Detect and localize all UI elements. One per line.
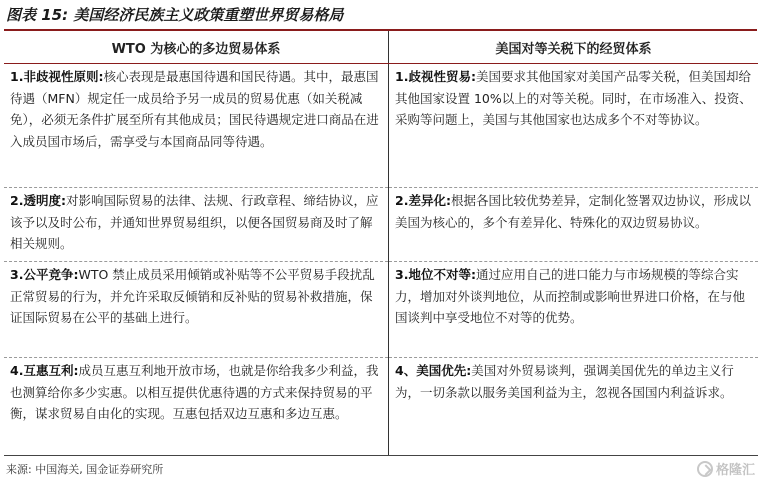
cell-right [389,188,759,262]
cell-label: 2.透明度: [10,193,66,208]
cell-right [389,64,759,188]
table-row [4,358,758,456]
figure-title: 图表 15: 美国经济民族主义政策重塑世界贸易格局 [6,6,344,24]
cell-text: 通过应用自己的进口能力与市场规模的等综合实力，增加对外谈判地位，从而控制或影响世界进口价格，在与他国谈判中享受地位不对等的优势。 [395,267,746,325]
cell-text: 根据各国比较优势差异，定制化签署双边协议，形成以美国为核心的，多个有差异化、特殊化的双边贸易协议。 [395,193,751,230]
cell-left [4,64,389,188]
cell-left [4,358,389,456]
table-row [4,64,758,188]
cell-label: 3.公平竞争: [10,267,79,282]
cell-label: 2.差异化: [395,193,451,208]
table-row [4,262,758,358]
table-header-row [4,31,758,64]
cell-label: 4、美国优先: [395,363,472,378]
watermark-text: 格隆汇 [715,463,755,478]
table-row [4,188,758,262]
cell-label: 4.互惠互利: [10,363,79,378]
comparison-table [4,31,758,456]
header-right: 美国对等关税下的经贸体系 [389,31,759,64]
cell-text: 美国要求其他国家对美国产品零关税，但美国却给其他国家设置 10%以上的对等关税。同时，在市场准入、投资、采购等问题上，美国与其他国家也达成多个不对等协议。 [395,69,752,127]
cell-text: WTO 禁止成员采用倾销或补贴等不公平贸易手段扰乱正常贸易的行为，并允许采取反倾销和反补贴的贸易补救措施，保证国际贸易在公平的基础上进行。 [10,267,375,325]
watermark [697,459,755,478]
cell-text: 成员互惠互利地开放市场，也就是你给我多少利益，我也测算给你多少实惠。以相互提供优惠待遇的方式来保持贸易的平衡，谋求贸易自由化的实现。互惠包括双边互惠和多边互惠。 [10,363,379,421]
cell-left [4,188,389,262]
cell-label: 1.非歧视性原则: [10,69,104,84]
header-left: WTO 为核心的多边贸易体系 [4,31,389,64]
source-note: 来源: 中国海关, 国金证券研究所 [6,463,164,476]
cell-label: 1.歧视性贸易: [395,69,476,84]
cell-text: 对影响国际贸易的法律、法规、行政章程、缔结协议，应该予以及时公布，并通知世界贸易组织，以便各国贸易商及时了解相关规则。 [10,193,379,251]
cell-right [389,358,759,456]
cell-left [4,262,389,358]
cell-right [389,262,759,358]
cell-text: 美国对外贸易谈判，强调美国优先的单边主义行为，一切条款以服务美国利益为主，忽视各国国内利益诉求。 [395,363,734,400]
watermark-logo-icon [697,461,713,477]
cell-text: 核心表现是最惠国待遇和国民待遇。其中，最惠国待遇（MFN）规定任一成员给予另一成员的贸易优惠（如关税减免），必须无条件扩展至所有其他成员；国民待遇规定进口商品在进入成员国市场后，需享受与本国商品同等待遇。 [10,69,379,149]
cell-label: 3.地位不对等: [395,267,476,282]
